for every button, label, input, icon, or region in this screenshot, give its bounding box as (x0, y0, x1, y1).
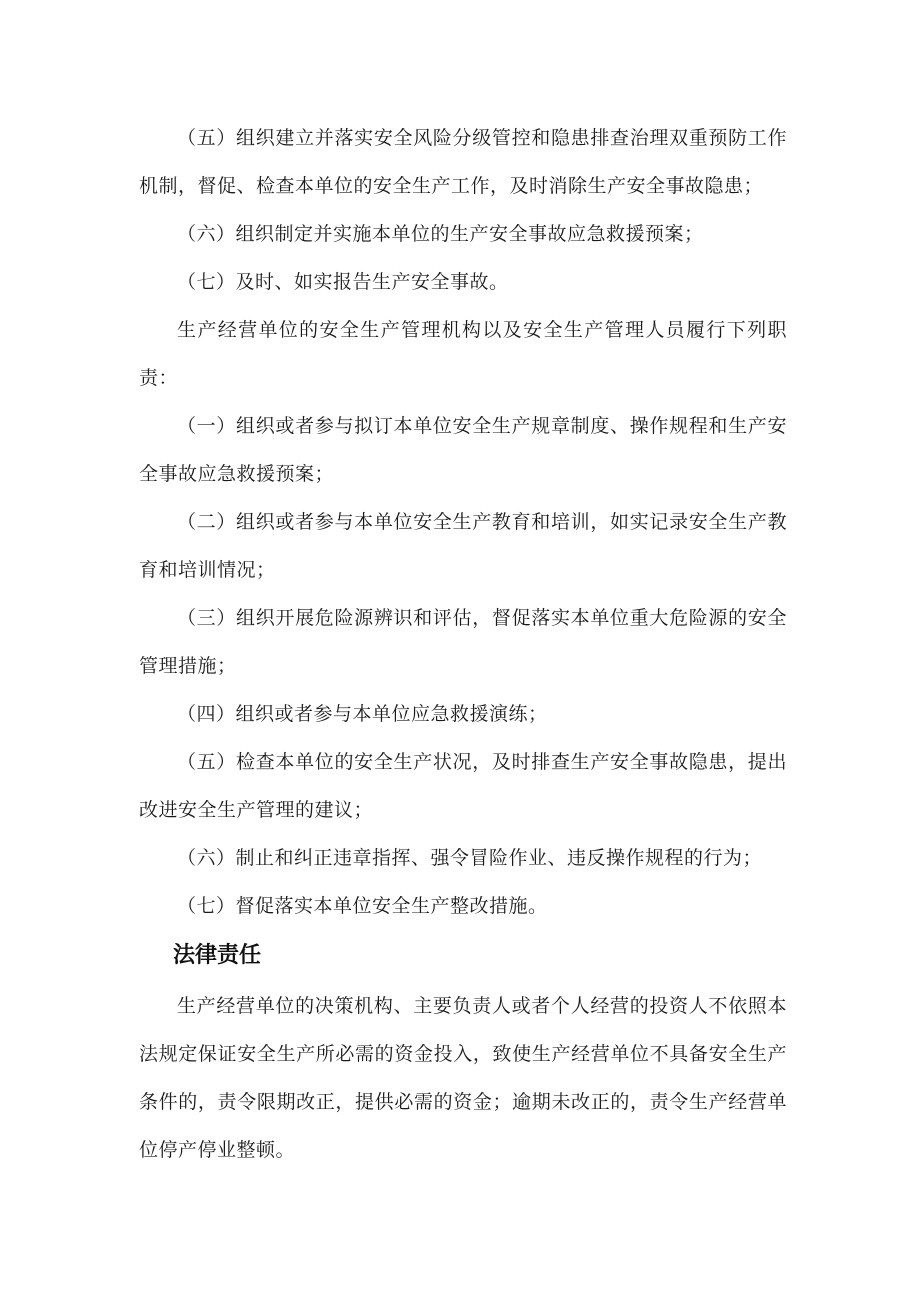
management-duty-6: （六）制止和纠正违章指挥、强令冒险作业、违反操作规程的行为； (177, 847, 763, 869)
management-intro-paragraph: 生产经营单位的安全生产管理机构以及安全生产管理人员履行下列职责： (139, 319, 787, 389)
management-duty-7: （七）督促落实本单位安全生产整改措施。 (177, 895, 548, 917)
management-duty-3: （三）组织开展危险源辨识和评估，督促落实本单位重大危险源的安全管理措施； (139, 607, 787, 677)
duty-paragraph-7: （七）及时、如实报告生产安全事故。 (177, 271, 509, 293)
document-body (139, 114, 787, 1174)
management-duty-2: （二）组织或者参与本单位安全生产教育和培训，如实记录安全生产教育和培训情况； (139, 511, 787, 581)
legal-liability-heading: 法律责任 (173, 943, 262, 968)
management-duty-5: （五）检查本单位的安全生产状况，及时排查生产安全事故隐患，提出改进安全生产管理的建议； (139, 751, 787, 821)
duty-paragraph-5: （五）组织建立并落实安全风险分级管控和隐患排查治理双重预防工作机制，督促、检查本单位的安全生产工作，及时消除生产安全事故隐患； (139, 127, 787, 197)
management-duty-1: （一）组织或者参与拟订本单位安全生产规章制度、操作规程和生产安全事故应急救援预案； (139, 415, 787, 485)
management-duty-4: （四）组织或者参与本单位应急救援演练； (177, 703, 548, 725)
legal-liability-paragraph: 生产经营单位的决策机构、主要负责人或者个人经营的投资人不依照本法规定保证安全生产所必需的资金投入，致使生产经营单位不具备安全生产条件的，责令限期改正，提供必需的资金；逾期未改正的，责令生产经营单位停产停业整顿。 (139, 995, 787, 1161)
duty-paragraph-6: （六）组织制定并实施本单位的生产安全事故应急救援预案； (177, 223, 704, 245)
